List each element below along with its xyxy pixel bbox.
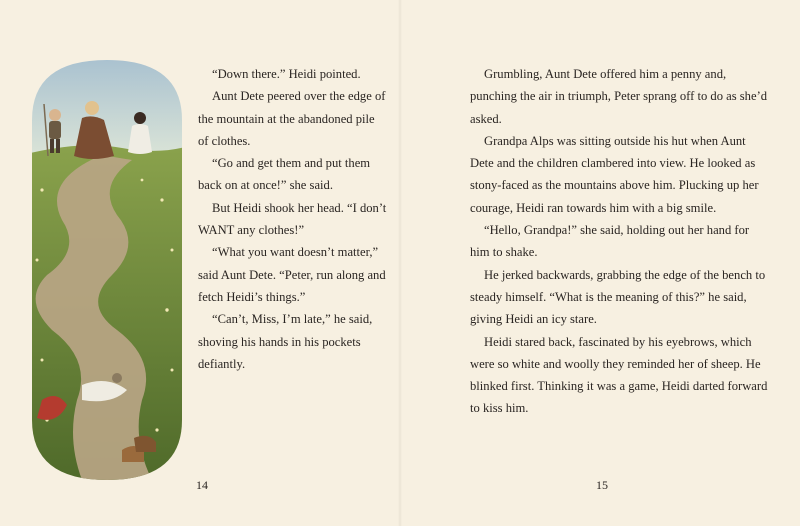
left-page-text [198, 63, 388, 375]
paragraph: Heidi stared back, fascinated by his eyebrows, which were so white and woolly they reminded her of sheep. He blinked first. Thinking it was a game, Heidi darted forward to kiss him. [470, 334, 768, 416]
paragraph: Aunt Dete peered over the edge of the mountain at the abandoned pile of clothes. [198, 89, 386, 148]
page-number-right: 15 [596, 478, 608, 492]
paragraph: He jerked backwards, grabbing the edge of the bench to steady himself. “What is the meaning of this?” he said, giving Heidi an icy stare. [470, 267, 766, 327]
right-page [400, 0, 800, 526]
page-number-left: 14 [196, 478, 208, 492]
paragraph: “Can’t, Miss, I’m late,” he said, shoving his hands in his pockets defiantly. [198, 312, 373, 371]
paragraph: Grandpa Alps was sitting outside his hut when Aunt Dete and the children clambered into view. He looked as stony-faced as the mountains above him. Plucking up her courage, Heidi ran towards him with a big smile. [470, 133, 759, 215]
paragraph: “Go and get them and put them back on at once!” she said. [198, 156, 371, 193]
paragraph: Grumbling, Aunt Dete offered him a penny and, punching the air in triumph, Peter sprang off to do as she’d asked. [470, 67, 768, 126]
paragraph: “Down there.” Heidi pointed. [212, 67, 361, 81]
paragraph: “Hello, Grandpa!” she said, holding out her hand for him to shake. [470, 223, 750, 260]
illustration-mountain-path [22, 60, 192, 480]
right-page-text [470, 63, 770, 420]
paragraph: “What you want doesn’t matter,” said Aunt Dete. “Peter, run along and fetch Heidi’s things.” [198, 245, 386, 304]
paragraph: But Heidi shook her head. “I don’t WANT any clothes!” [198, 200, 387, 238]
